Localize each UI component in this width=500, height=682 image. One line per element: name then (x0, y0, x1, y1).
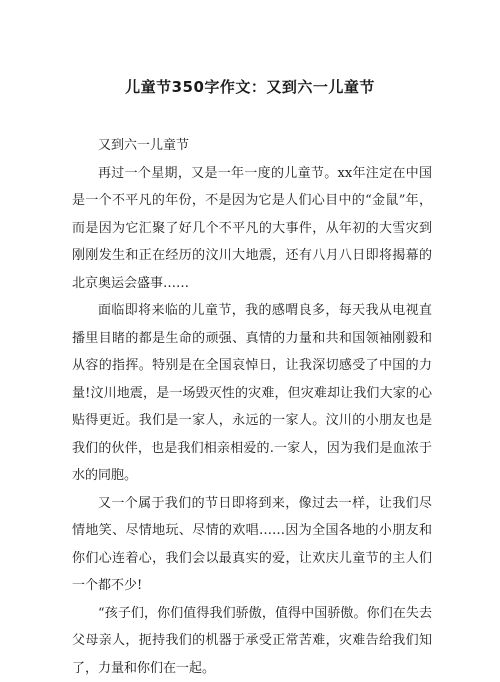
document-body (72, 132, 432, 682)
document-title: 儿童节350字作文：又到六一儿童节 (0, 76, 500, 97)
paragraph-4: “孩子们，你们值得我们骄傲，值得中国骄傲。你们在失去父母亲人，扼持我们的机器于承受正常苦难，灾难告给我们知了，力量和你们在一起。 (72, 600, 432, 682)
paragraph-1: 再过一个星期，又是一年一度的儿童节。xx年注定在中国是一个不平凡的年份，不是因为它是人们心目中的“金鼠”年，而是因为它汇聚了好几个不平凡的大事件，从年初的大雪灾到刚刚发生和正在经历的汶川大地震，还有八月八日即将揭幕的北京奥运会盛事…… (72, 160, 432, 298)
section-heading: 又到六一儿童节 (72, 132, 432, 160)
paragraph-3: 又一个属于我们的节日即将到来，像过去一样，让我们尽情地笑、尽情地玩、尽情的欢唱……因为全国各地的小朋友和你们心连着心，我们会以最真实的爱，让欢庆儿童节的主人们一个都不少! (72, 490, 432, 600)
paragraph-2: 面临即将来临的儿童节，我的感喟良多，每天我从电视直播里目睹的都是生命的顽强、真情的力量和共和国领袖刚毅和从容的指挥。特别是在全国哀悼日，让我深切感受了中国的力量!汶川地震，是一场毁灭性的灾难，但灾难却让我们大家的心贴得更近。我们是一家人，永远的一家人。汶川的小朋友也是我们的伙伴，也是我们相亲相爱的.一家人，因为我们是血浓于水的同胞。 (72, 297, 432, 490)
